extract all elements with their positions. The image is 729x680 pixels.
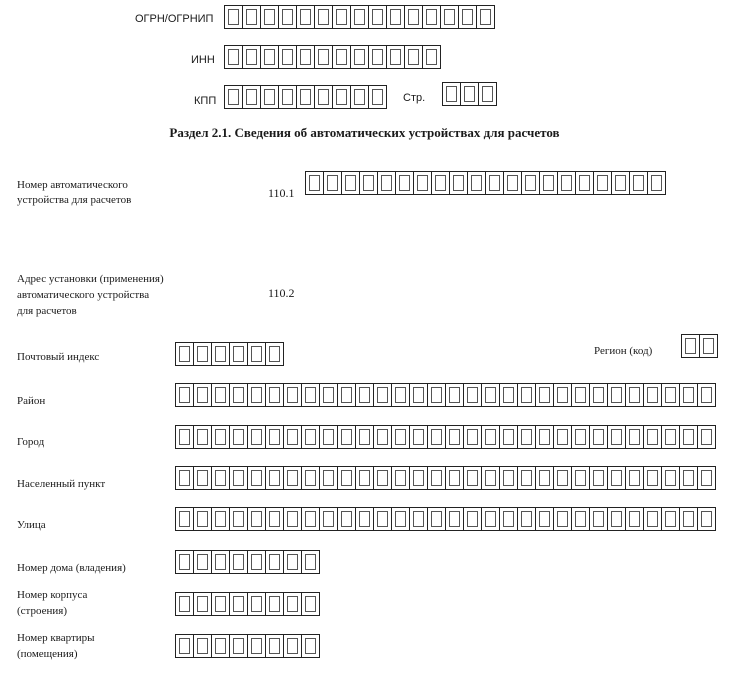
char-cell[interactable] (518, 383, 536, 407)
char-cell[interactable] (342, 171, 360, 195)
apartment-label-line2: (помещения) (17, 648, 78, 660)
char-cell[interactable] (315, 45, 333, 69)
char-cell[interactable] (369, 85, 387, 109)
char-cell[interactable] (572, 425, 590, 449)
char-cell[interactable] (410, 425, 428, 449)
char-cell[interactable] (410, 383, 428, 407)
char-cell[interactable] (284, 466, 302, 490)
char-cell[interactable] (428, 383, 446, 407)
inn-label: ИНН (191, 54, 215, 66)
char-cell[interactable] (302, 466, 320, 490)
char-cell[interactable] (486, 171, 504, 195)
char-cell[interactable] (500, 425, 518, 449)
char-cell[interactable] (662, 383, 680, 407)
char-cell[interactable] (284, 507, 302, 531)
char-cell[interactable] (428, 425, 446, 449)
char-cell[interactable] (572, 466, 590, 490)
char-cell[interactable] (554, 383, 572, 407)
district-label: Район (17, 395, 46, 407)
char-cell[interactable] (461, 82, 479, 106)
settlement-input[interactable] (175, 466, 716, 490)
char-cell[interactable] (446, 507, 464, 531)
address-code: 110.2 (268, 286, 295, 300)
char-cell[interactable] (392, 383, 410, 407)
char-cell[interactable] (540, 171, 558, 195)
char-cell[interactable] (446, 466, 464, 490)
char-cell[interactable] (333, 85, 351, 109)
char-cell[interactable] (518, 507, 536, 531)
char-cell[interactable] (212, 592, 230, 616)
char-cell[interactable] (428, 466, 446, 490)
char-cell[interactable] (608, 383, 626, 407)
char-cell[interactable] (590, 466, 608, 490)
char-cell[interactable] (662, 425, 680, 449)
apartment-number-input[interactable] (175, 634, 320, 658)
char-cell[interactable] (356, 383, 374, 407)
char-cell[interactable] (230, 592, 248, 616)
char-cell[interactable] (243, 5, 261, 29)
char-cell[interactable] (320, 466, 338, 490)
char-cell[interactable] (572, 507, 590, 531)
char-cell[interactable] (176, 550, 194, 574)
char-cell[interactable] (644, 383, 662, 407)
char-cell[interactable] (536, 425, 554, 449)
char-cell[interactable] (266, 592, 284, 616)
char-cell[interactable] (576, 171, 594, 195)
street-input[interactable] (175, 507, 716, 531)
char-cell[interactable] (446, 383, 464, 407)
char-cell[interactable] (266, 550, 284, 574)
char-cell[interactable] (504, 171, 522, 195)
char-cell[interactable] (700, 334, 718, 358)
char-cell[interactable] (500, 383, 518, 407)
char-cell[interactable] (443, 82, 461, 106)
char-cell[interactable] (225, 85, 243, 109)
char-cell[interactable] (338, 383, 356, 407)
char-cell[interactable] (356, 466, 374, 490)
char-cell[interactable] (432, 171, 450, 195)
char-cell[interactable] (320, 507, 338, 531)
postal-label: Почтовый индекс (17, 351, 100, 363)
char-cell[interactable] (522, 171, 540, 195)
char-cell[interactable] (212, 342, 230, 366)
char-cell[interactable] (212, 425, 230, 449)
char-cell[interactable] (500, 507, 518, 531)
char-cell[interactable] (248, 466, 266, 490)
char-cell[interactable] (410, 507, 428, 531)
page-number-input[interactable] (442, 82, 497, 106)
char-cell[interactable] (230, 342, 248, 366)
kpp-label: КПП (194, 95, 217, 107)
char-cell[interactable] (392, 466, 410, 490)
char-cell[interactable] (176, 592, 194, 616)
char-cell[interactable] (374, 507, 392, 531)
char-cell[interactable] (482, 507, 500, 531)
char-cell[interactable] (441, 5, 459, 29)
char-cell[interactable] (225, 5, 243, 29)
char-cell[interactable] (477, 5, 495, 29)
char-cell[interactable] (176, 507, 194, 531)
char-cell[interactable] (423, 45, 441, 69)
char-cell[interactable] (284, 592, 302, 616)
char-cell[interactable] (626, 507, 644, 531)
char-cell[interactable] (590, 507, 608, 531)
char-cell[interactable] (608, 425, 626, 449)
char-cell[interactable] (243, 45, 261, 69)
char-cell[interactable] (536, 383, 554, 407)
char-cell[interactable] (261, 5, 279, 29)
char-cell[interactable] (374, 383, 392, 407)
char-cell[interactable] (698, 466, 716, 490)
char-cell[interactable] (302, 634, 320, 658)
char-cell[interactable] (194, 634, 212, 658)
char-cell[interactable] (279, 5, 297, 29)
settlement-label: Населенный пункт (17, 478, 106, 490)
char-cell[interactable] (230, 634, 248, 658)
char-cell[interactable] (608, 466, 626, 490)
char-cell[interactable] (500, 466, 518, 490)
char-cell[interactable] (302, 507, 320, 531)
page-label: Стр. (403, 92, 426, 104)
char-cell[interactable] (248, 507, 266, 531)
char-cell[interactable] (554, 425, 572, 449)
district-input[interactable] (175, 383, 716, 407)
char-cell[interactable] (479, 82, 497, 106)
char-cell[interactable] (176, 634, 194, 658)
device-number-input[interactable] (305, 171, 666, 195)
char-cell[interactable] (324, 171, 342, 195)
house-number-input[interactable] (175, 550, 320, 574)
char-cell[interactable] (698, 507, 716, 531)
char-cell[interactable] (225, 45, 243, 69)
char-cell[interactable] (176, 342, 194, 366)
address-label-line3: для расчетов (17, 305, 77, 317)
char-cell[interactable] (396, 171, 414, 195)
char-cell[interactable] (572, 383, 590, 407)
char-cell[interactable] (248, 592, 266, 616)
char-cell[interactable] (698, 383, 716, 407)
char-cell[interactable] (682, 334, 700, 358)
char-cell[interactable] (612, 171, 630, 195)
char-cell[interactable] (320, 383, 338, 407)
char-cell[interactable] (626, 425, 644, 449)
char-cell[interactable] (648, 171, 666, 195)
char-cell[interactable] (351, 45, 369, 69)
char-cell[interactable] (266, 342, 284, 366)
char-cell[interactable] (212, 550, 230, 574)
house-label: Номер дома (владения) (17, 562, 126, 574)
char-cell[interactable] (194, 425, 212, 449)
char-cell[interactable] (266, 466, 284, 490)
char-cell[interactable] (464, 425, 482, 449)
char-cell[interactable] (230, 550, 248, 574)
char-cell[interactable] (302, 383, 320, 407)
char-cell[interactable] (392, 507, 410, 531)
char-cell[interactable] (212, 383, 230, 407)
char-cell[interactable] (338, 466, 356, 490)
char-cell[interactable] (414, 171, 432, 195)
char-cell[interactable] (590, 383, 608, 407)
char-cell[interactable] (302, 425, 320, 449)
char-cell[interactable] (590, 425, 608, 449)
char-cell[interactable] (410, 466, 428, 490)
char-cell[interactable] (644, 425, 662, 449)
char-cell[interactable] (662, 507, 680, 531)
char-cell[interactable] (392, 425, 410, 449)
city-input[interactable] (175, 425, 716, 449)
char-cell[interactable] (279, 45, 297, 69)
char-cell[interactable] (464, 383, 482, 407)
char-cell[interactable] (405, 45, 423, 69)
street-label: Улица (17, 519, 46, 531)
apartment-label-line1: Номер квартиры (17, 632, 95, 644)
char-cell[interactable] (351, 5, 369, 29)
char-cell[interactable] (248, 383, 266, 407)
char-cell[interactable] (446, 425, 464, 449)
char-cell[interactable] (315, 5, 333, 29)
char-cell[interactable] (230, 383, 248, 407)
char-cell[interactable] (315, 85, 333, 109)
char-cell[interactable] (279, 85, 297, 109)
char-cell[interactable] (680, 383, 698, 407)
char-cell[interactable] (630, 171, 648, 195)
device-number-label-line2: устройства для расчетов (17, 194, 132, 206)
char-cell[interactable] (698, 425, 716, 449)
kpp-input[interactable] (224, 85, 387, 109)
postal-code-input[interactable] (175, 342, 284, 366)
char-cell[interactable] (558, 171, 576, 195)
char-cell[interactable] (194, 592, 212, 616)
region-label: Регион (код) (594, 345, 653, 357)
char-cell[interactable] (464, 466, 482, 490)
char-cell[interactable] (194, 550, 212, 574)
char-cell[interactable] (554, 507, 572, 531)
char-cell[interactable] (266, 634, 284, 658)
char-cell[interactable] (284, 550, 302, 574)
building-number-input[interactable] (175, 592, 320, 616)
region-code-input[interactable] (681, 334, 718, 358)
char-cell[interactable] (680, 466, 698, 490)
char-cell[interactable] (248, 634, 266, 658)
char-cell[interactable] (428, 507, 446, 531)
char-cell[interactable] (594, 171, 612, 195)
char-cell[interactable] (351, 85, 369, 109)
char-cell[interactable] (482, 466, 500, 490)
char-cell[interactable] (230, 507, 248, 531)
char-cell[interactable] (644, 507, 662, 531)
char-cell[interactable] (306, 171, 324, 195)
char-cell[interactable] (518, 425, 536, 449)
char-cell[interactable] (176, 466, 194, 490)
char-cell[interactable] (423, 5, 441, 29)
char-cell[interactable] (266, 383, 284, 407)
section-title: Раздел 2.1. Сведения об автоматических устройствах для расчетов (169, 125, 560, 140)
char-cell[interactable] (194, 466, 212, 490)
char-cell[interactable] (356, 425, 374, 449)
char-cell[interactable] (176, 383, 194, 407)
char-cell[interactable] (266, 507, 284, 531)
char-cell[interactable] (248, 342, 266, 366)
char-cell[interactable] (626, 466, 644, 490)
char-cell[interactable] (194, 507, 212, 531)
char-cell[interactable] (374, 425, 392, 449)
device-number-code: 110.1 (268, 186, 295, 200)
char-cell[interactable] (261, 85, 279, 109)
char-cell[interactable] (230, 425, 248, 449)
char-cell[interactable] (212, 634, 230, 658)
city-label: Город (17, 436, 45, 448)
char-cell[interactable] (320, 425, 338, 449)
char-cell[interactable] (680, 507, 698, 531)
char-cell[interactable] (338, 507, 356, 531)
char-cell[interactable] (284, 383, 302, 407)
char-cell[interactable] (243, 85, 261, 109)
char-cell[interactable] (626, 383, 644, 407)
char-cell[interactable] (360, 171, 378, 195)
char-cell[interactable] (482, 425, 500, 449)
char-cell[interactable] (248, 425, 266, 449)
char-cell[interactable] (333, 5, 351, 29)
char-cell[interactable] (369, 5, 387, 29)
char-cell[interactable] (333, 45, 351, 69)
char-cell[interactable] (482, 383, 500, 407)
char-cell[interactable] (297, 85, 315, 109)
char-cell[interactable] (212, 466, 230, 490)
char-cell[interactable] (554, 466, 572, 490)
address-label-line1: Адрес установки (применения) (17, 273, 164, 285)
char-cell[interactable] (369, 45, 387, 69)
char-cell[interactable] (644, 466, 662, 490)
ogrn-input[interactable] (224, 5, 495, 29)
char-cell[interactable] (459, 5, 477, 29)
char-cell[interactable] (338, 425, 356, 449)
inn-input[interactable] (224, 45, 441, 69)
char-cell[interactable] (374, 466, 392, 490)
char-cell[interactable] (680, 425, 698, 449)
char-cell[interactable] (536, 466, 554, 490)
address-label-line2: автоматического устройства (17, 289, 150, 301)
char-cell[interactable] (266, 425, 284, 449)
char-cell[interactable] (248, 550, 266, 574)
char-cell[interactable] (468, 171, 486, 195)
char-cell[interactable] (518, 466, 536, 490)
building-label-line2: (строения) (17, 605, 67, 617)
char-cell[interactable] (387, 45, 405, 69)
char-cell[interactable] (230, 466, 248, 490)
char-cell[interactable] (464, 507, 482, 531)
device-number-label-line1: Номер автоматического (17, 179, 128, 191)
char-cell[interactable] (194, 383, 212, 407)
char-cell[interactable] (662, 466, 680, 490)
char-cell[interactable] (356, 507, 374, 531)
char-cell[interactable] (297, 5, 315, 29)
char-cell[interactable] (387, 5, 405, 29)
char-cell[interactable] (176, 425, 194, 449)
char-cell[interactable] (302, 592, 320, 616)
building-label-line1: Номер корпуса (17, 589, 88, 601)
char-cell[interactable] (378, 171, 396, 195)
char-cell[interactable] (302, 550, 320, 574)
char-cell[interactable] (450, 171, 468, 195)
char-cell[interactable] (536, 507, 554, 531)
char-cell[interactable] (297, 45, 315, 69)
char-cell[interactable] (608, 507, 626, 531)
ogrn-label: ОГРН/ОГРНИП (135, 13, 214, 25)
char-cell[interactable] (261, 45, 279, 69)
char-cell[interactable] (284, 634, 302, 658)
char-cell[interactable] (405, 5, 423, 29)
char-cell[interactable] (194, 342, 212, 366)
char-cell[interactable] (284, 425, 302, 449)
char-cell[interactable] (212, 507, 230, 531)
